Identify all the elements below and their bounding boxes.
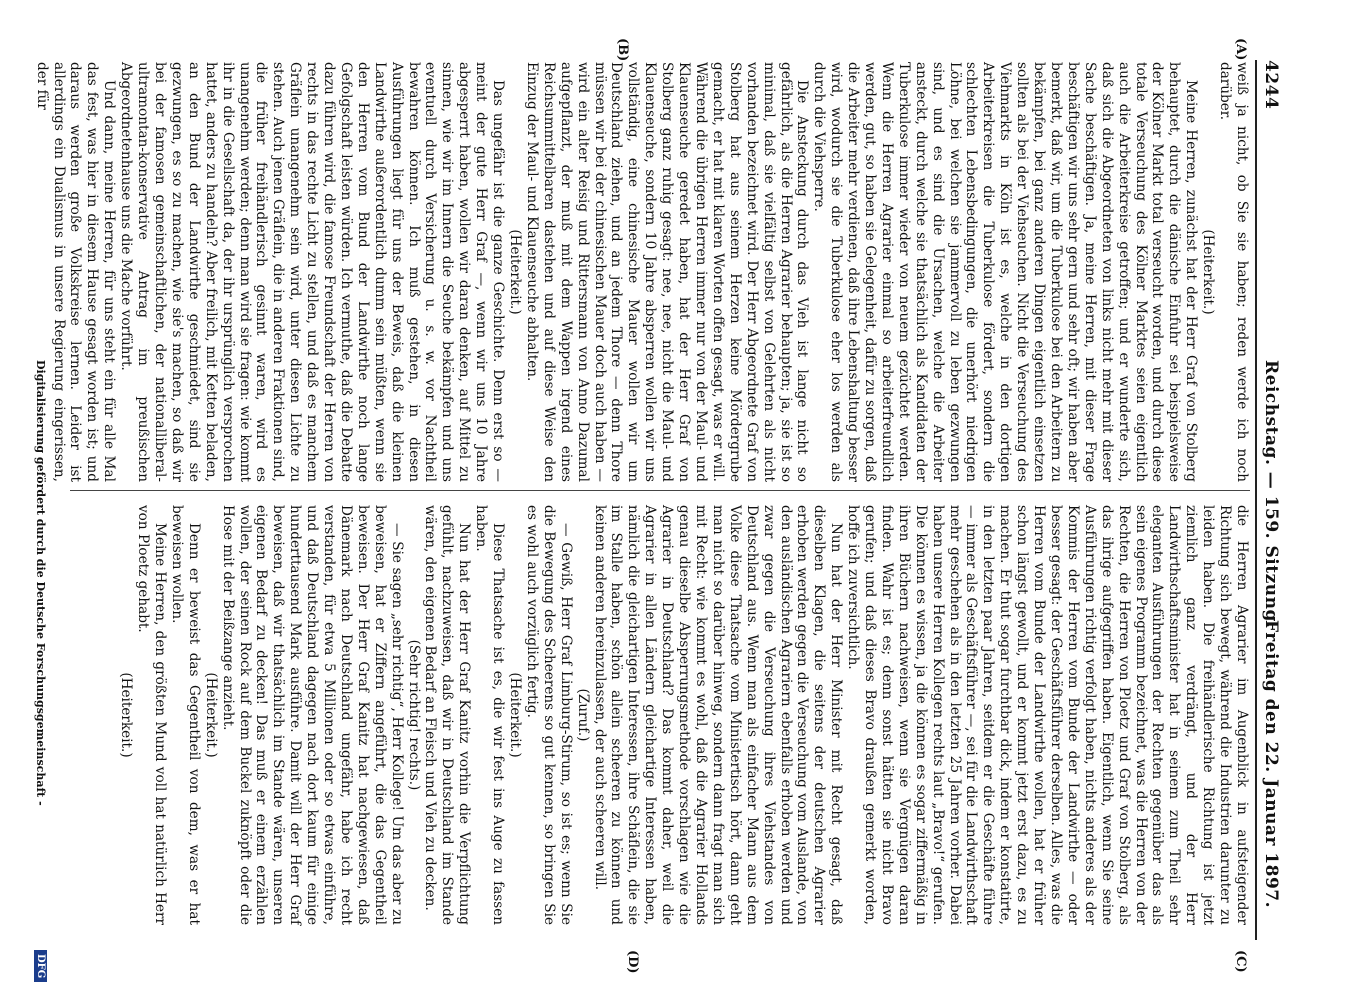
stage-direction: (Heiterkeit.) xyxy=(1200,229,1217,315)
column-divider xyxy=(70,490,1250,491)
paragraph: Das ungefähr ist die ganze Geschichte. Denn erst so — meint der gute Herr Graf —, wenn wir uns 10 Jahre abgesperrt haben, wollen wir daran denken, auf Mittel zu sinnen, wie wir im Innern die Seuche bekämpfen und uns eventuell durch Versicherung u. s. w. vor Nachtheil bewahren können. Ich muß gestehen, in diesen Ausführungen liegt für uns der Beweis, daß die kleinen Landwirthe außerordentlich dumm sein müßten, wenn sie den Herren vom Bund der Landwirthe noch lange Gefolgschaft leisten würden. Ich vermuthe, daß die Debatte dazu führen wird, die famose Freundschaft der Herren von rechts in das rechte Licht zu stellen, und daß es manchem Gräflein unangenehm sein wird, unter diesen Lichte zu stehen. Auch jenen Gräflein, die in anderen Fraktionen sind, die früher freihändlerisch gesinnt waren, wird es unangenehm werden; denn man wird sie fragen: wie kommt ihr in die Gesellschaft da, der ihr ursprünglich versprochen hattet, anders zu handeln? Aber freilich, mit Ketten beladen, an den Bund der Landwirthe geschmiedet, sind sie gezwungen, es so zu machen, wie sie's machen, so daß wir bei der famosen gemeinschaftlichen, der nationalliberal-ultramontan-konservative Antrag im preußischen Abgeordnetenhause uns die Mache vorführt. xyxy=(118,62,507,482)
left-column xyxy=(33,62,1250,482)
paragraph: Meine Herren, den größten Mund voll hat natürlich Herr von Ploetz gehabt. xyxy=(135,505,168,925)
right-column xyxy=(117,505,1250,925)
paragraph: — Gewiß, Herr Graf Limburg-Stirum, so ist es; wenn Sie die Bewegung des Scheerens so gut kennen, so bringen Sie es wohl auch vorzüglich fertig. xyxy=(523,505,574,925)
paragraph: Diese Thatsache ist es, die wir fest ins Auge zu fassen haben. xyxy=(473,505,507,925)
stage-direction: (Heiterkeit.) xyxy=(202,672,219,758)
margin-mark-b: (B) xyxy=(615,38,630,62)
page-number: 4244 xyxy=(1261,60,1281,110)
paragraph: Nun hat der Herr Graf Kanitz vorhin die Verpflichtung gefühlt, nachzuweisen, daß wir in Deutschland im Stande wären, den eigenen Bedarf an Fleisch und Vieh zu decken. xyxy=(422,505,473,925)
dfg-logo: DFG xyxy=(34,950,47,982)
margin-mark-d: (D) xyxy=(625,950,640,974)
session-title: Reichstag. — 159. Sitzung. xyxy=(1261,360,1281,629)
paragraph: Denn er beweist das Gegentheil von dem, was er hat beweisen wollen. xyxy=(168,505,202,925)
header-rule xyxy=(1255,60,1257,940)
paragraph: Nun hat der Herr Minister mit Recht gesagt, daß dieselben Klagen, die seitens der deutschen Agrarier erhoben werden gegen die Verseuchung vom Auslande, von den ausländischen Agrariern ebenfalls erhoben werden und zwar gegen die Verseuchung ihres Viehstandes von Deutschland aus. Wenn man als einfacher Mann aus dem Volke diese Thatsache vom Ministertisch hört, dann geht man nicht so darüber hinweg, sondern dann fragt man sich mit Recht: wie kommt es wohl, daß die Agrarier Hollands genau dieselbe Absperrungsmethode vorschlagen wie die Agrarier in Deutschland? Das kommt daher, weil die Agrarier in allen Ländern gleichartige Interessen haben, nämlich die gleichartigen Interessen, ihre Schäflein, die sie im Stalle haben, schön allein scheeren zu können und keinen anderen hereinzulassen, der auch scheeren will. xyxy=(591,505,845,925)
paragraph: die Herren Agrarier im Augenblick in aufsteigender Richtung sich bewegt, während die Industrien darunter zu leiden haben. Die freihändlerische Richtung ist jetzt ziemlich ganz verdrängt, und der Herr Landwirthschaftsminister hat in seinem zum Theil sehr eleganten Ausführungen der Rechten gegenüber das als sein eigenes Programm bezeichnet, was die Herren von der Rechten, die Herren von Ploetz und Graf von Stolberg, als das ihrige aufgegriffen haben. Eigentlich, wenn Sie seine Ausführungen richtig verfolgt haben, nichts anderes als der Kommis der Herren vom Bunde der Landwirthe — oder besser gesagt: der Geschäftsführer derselben. Alles, was die Herren vom Bunde der Landwirthe wollen, hat er früher schon längst gewollt, und er kommt jetzt erst dazu, es zu machen. Er thut sogar furchtbar dick, indem er konstatirte, in den letzten paar Jahren, seitdem er die Geschäfte führe — immer als Geschäftsführer —, sei für die Landwirthschaft mehr geschehen als in den letzten 25 Jahren vorher. Dabei haben unsere Herren Kollegen rechts laut „Bravo!“ gerufen. Die können es wissen, ja die können es sogar ziffermäßig in ihren Büchern nachweisen, wenn sie Vergnügen daran finden. Wahr ist es; denn sonst hätten sie nicht Bravo gerufen; und daß dieses Bravo draußen gemerkt worden, hoffe ich zuversichtlich. xyxy=(845,505,1250,925)
stage-direction: (Heiterkeit.) xyxy=(507,672,524,758)
page-header xyxy=(1255,60,1285,940)
stage-direction: (Heiterkeit.) xyxy=(507,229,524,315)
margin-mark-c: (C) xyxy=(1233,950,1248,973)
digitization-credit: Digitalisierung gefördert durch die Deutsche Forschungsgemeinschaft - xyxy=(34,360,47,806)
paragraph: Meine Herren, zunächst hat der Herr Graf von Stolberg behauptet, durch die dänische Einfuhr sei beispielsweise der Kölner Markt total verseucht worden, und durch diese totale Verseuchung des Kölner Marktes seien eigentlich auch die Arbeiterkreise getroffen; und er wunderte sich, daß sich die Abgeordneten von links nicht mehr mit dieser Sache beschäftigen. Ja, meine Herren, mit dieser Frage beschäftigen wir uns sehr gern und sehr oft; wir haben aber bemerkt, daß wir, um die Tuberkulose bei den Arbeitern zu bekämpfen, bei ganz anderen Dingen eigentlich einsetzen sollten als bei der Viehseuchen. Nicht die Verseuchung des Viehmarkts in Köln ist es, welche in den dortigen Arbeiterkreisen die Tuberkulose fördert, sondern die schlechten Lebensbedingungen, die unerhört niedrigen Löhne, bei welchen sie jammervoll zu leben gezwungen sind, und es sind die Ursachen, welche die Arbeiter ansteckt, durch welche sie thatsächlich als Kandidaten der Tuberkulose immer wieder von neuem gezüchtet werden. Wenn die Herren Agrarier einmal so arbeiterfreundlich werden, gut, so haben sie Gelegenheit, dafür zu sorgen, daß die Arbeiter mehr verdienen, daß ihre Lebenshaltung besser wird, wodurch sie die Tuberkulose eher los werden als durch die Viehsperre. xyxy=(811,62,1200,482)
paragraph: Und dann, meine Herren, für uns steht ein für alle Mal das fest, was hier in diesem Hause gesagt worden ist; und daraus werden große Volkskreise lernen. Leider ist allerdings ein Dualismus in unsere Regierung eingerissen, der für xyxy=(33,62,118,482)
paragraph: weiß ja nicht, ob Sie sie haben; reden werde ich noch darüber. xyxy=(1217,62,1250,482)
paragraph: Die Ansteckung durch das Vieh ist lange nicht so gefährlich, als die Herren Agrarier behaupten; ja, sie ist so minimal, daß sie vielfältig selbst von Gelehrten als nicht vorhanden bezeichnet wird. Der Herr Abgeordnete Graf von Stolberg hat aus seinem Herzen keine Mördergrube gemacht, er hat mit klaren Worten offen gesagt, was er will. Während die übrigen Herren immer nur von der Maul- und Klauenseuche geredet haben, hat der Herr Graf von Stolberg ganz ruhig gesagt: nee, nee, nicht die Maul- und Klauenseuche, sondern 10 Jahre absperren wollen wir uns vollständig, eine chinesische Mauer wollen wir um Deutschland ziehen, und an jedem Thore — denn Thore müssen wir bei der chinesischen Mauer doch auch haben — wird ein alter Reisig und Rittersmann von Anno Dazumal aufgepflanzt, der muß mit dem Wappen irgend eines Reichsummittelbaren dastehen und auf diese Weise den Einzug der Maul- und Klauenseuche abhalten. xyxy=(523,62,811,482)
stage-direction: (Sehr richtig! rechts.) xyxy=(405,639,422,791)
stage-direction: (Heiterkeit.) xyxy=(118,672,135,758)
paragraph: — Sie sagen „sehr richtig“, Herr Kollege! Um das aber zu beweisen, hat er Ziffern angeführt, die das Gegentheil beweisen. Der Herr Graf Kanitz hat nachgewiesen, daß Dänemark nach Deutschland ungefähr, habe ich recht verstanden, für etwa 5 Millionen oder so etwas einführe, und daß Deutschland dagegen nach dort kaum für einige hunderttausend Mark ausführe. Damit will der Herr Graf beweisen, daß wir thatsächlich im Stande wären, unseren eigenen Bedarf zu decken! Das muß er einem erzählen wollen, der seinen Rock auf dem Buckel zuknöpft oder die Hose mit der Beißzange anzieht. xyxy=(219,505,405,925)
margin-mark-a: (A) xyxy=(1233,38,1248,61)
session-date: Freitag den 22. Januar 1897. xyxy=(1261,620,1281,909)
stage-direction: (Zuruf.) xyxy=(574,688,591,742)
